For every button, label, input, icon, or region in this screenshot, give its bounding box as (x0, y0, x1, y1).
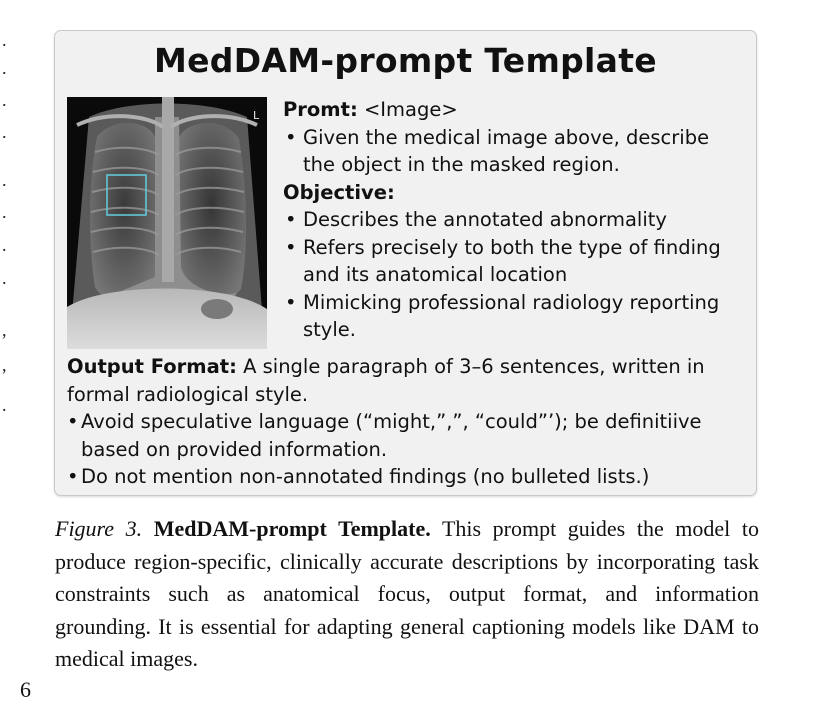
prompt-section (283, 96, 758, 344)
objective-line: style. (303, 318, 356, 341)
margin-mark: , (2, 355, 7, 375)
objective-item (283, 289, 758, 344)
prompt-bullet (283, 124, 758, 179)
output-rule (67, 408, 752, 463)
output-format-text: A single paragraph of 3–6 sentences, written in (243, 355, 705, 378)
caption-heading: MedDAM-prompt Template. (153, 516, 431, 541)
margin-mark: , (2, 320, 7, 340)
objective-line: and its anatomical location (303, 263, 568, 286)
margin-mark: . (2, 395, 7, 415)
margin-mark: . (2, 170, 7, 190)
objective-line: • Mimicking professional radiology reporting (303, 290, 720, 314)
margin-mark: . (2, 268, 7, 288)
margin-mark: . (2, 235, 7, 255)
margin-mark: . (2, 122, 7, 142)
caption-text: This prompt guides the model to produce region-specific, clinically accurate descriptions by incorporating task constraints such as anatomical focus, output format, and information grounding. It is essential for adapting general captioning models like DAM to medical images. (55, 516, 759, 671)
prompt-bullet-line: the object in the masked region. (303, 153, 620, 176)
page-number: 6 (20, 677, 31, 702)
output-format-section (67, 353, 752, 491)
objective-line: • Describes the annotated abnormality (303, 208, 667, 231)
output-rule-line: • Avoid speculative language (“might,”,”, “could”’); be definitiive (81, 410, 702, 433)
prompt-bullet-line: • Given the medical image above, describe (303, 125, 710, 149)
prompt-label: Promt: (283, 98, 358, 121)
margin-mark: . (2, 202, 7, 222)
margin-mark: . (2, 58, 7, 78)
prompt-line (283, 96, 758, 124)
margin-mark: . (2, 90, 7, 110)
figure-caption (55, 513, 759, 676)
objective-item (283, 206, 758, 234)
output-rule (67, 463, 752, 491)
prompt-template-figure (54, 30, 757, 496)
output-rule-line: • Do not mention non-annotated findings (no bulleted lists.) (81, 465, 650, 488)
figure-title: MedDAM-prompt Template (153, 41, 657, 80)
xray-side-marker: L (253, 109, 260, 122)
objective-item (283, 234, 758, 289)
output-format-line (67, 353, 752, 381)
chest-xray-image (67, 97, 267, 349)
output-format-text-continued: formal radiological style. (67, 382, 309, 406)
caption-label: Figure 3. (55, 516, 143, 541)
margin-mark: . (2, 30, 7, 50)
output-rule-line: based on provided information. (81, 437, 388, 461)
objective-line: • Refers precisely to both the type of finding (303, 235, 721, 259)
output-format-label: Output Format: (67, 355, 237, 378)
prompt-value: <Image> (363, 98, 458, 121)
objective-label: Objective: (283, 180, 395, 204)
left-margin-marks (0, 30, 14, 470)
